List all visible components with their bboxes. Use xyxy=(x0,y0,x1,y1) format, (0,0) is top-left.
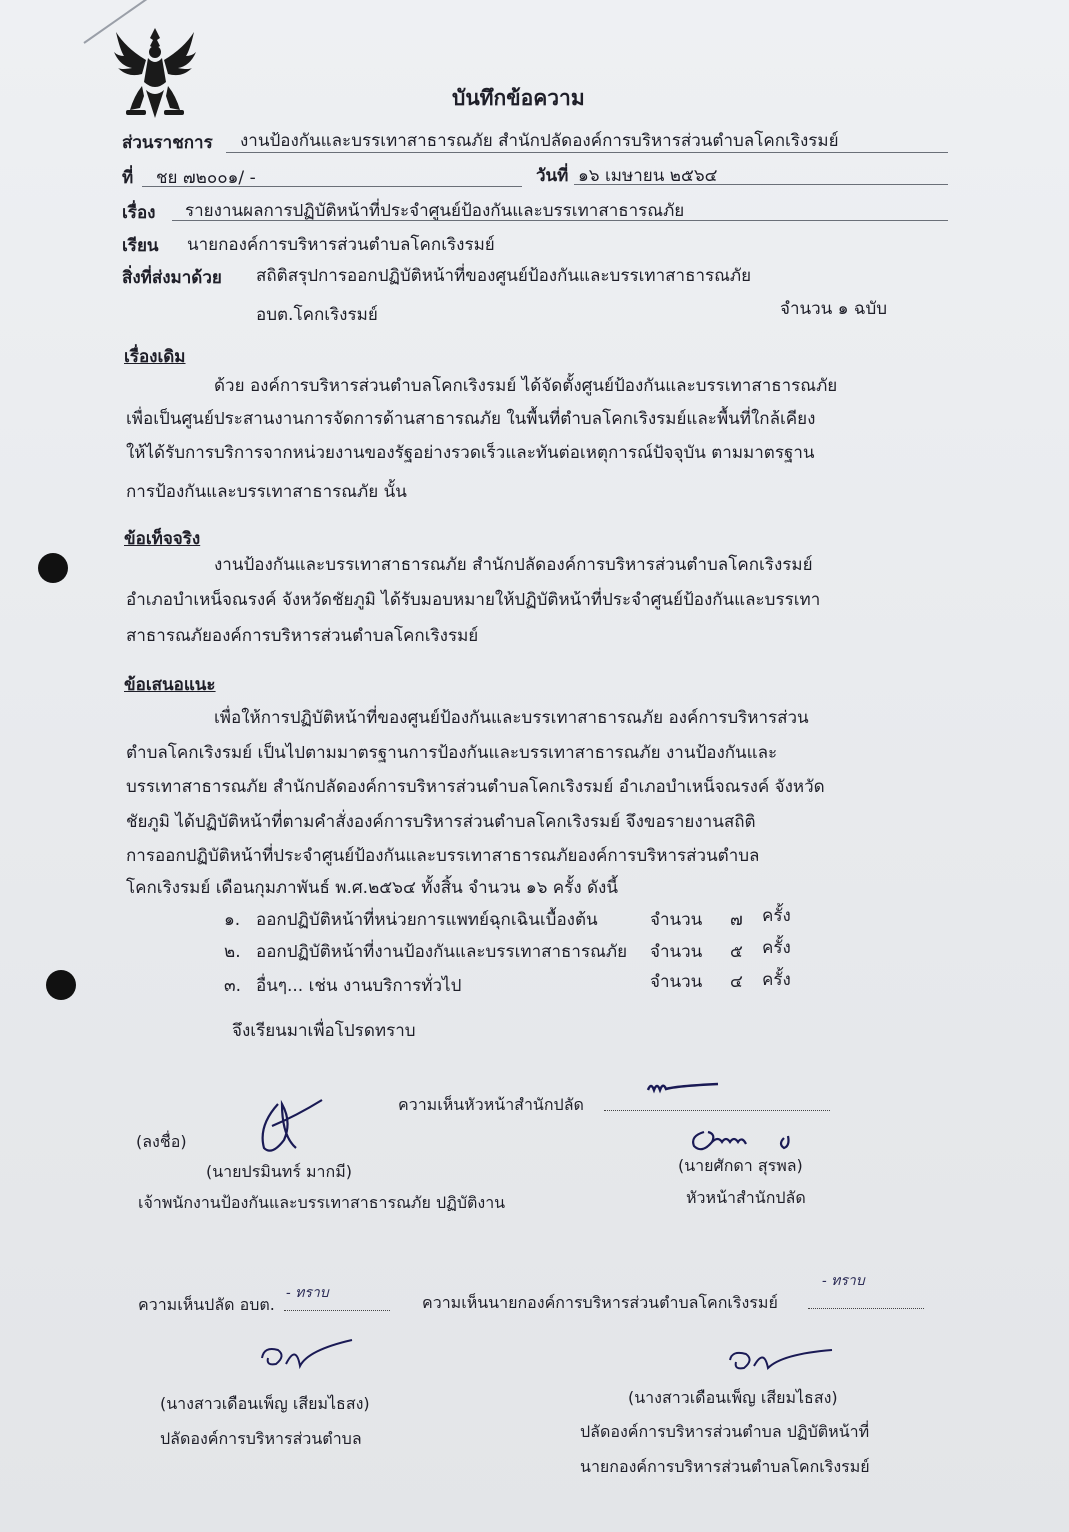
memo-title: บันทึกข้อความ xyxy=(452,86,585,110)
head-signature xyxy=(688,1124,808,1158)
head-opinion-dots xyxy=(604,1110,830,1111)
agency-value: งานป้องกันและบรรเทาสาธารณภัย สำนักปลัดองค์การบริหารส่วนตำบลโคกเริงรมย์ xyxy=(240,131,839,151)
item-number: ๒. xyxy=(224,942,241,962)
punch-hole-bottom xyxy=(46,970,76,1000)
acting-mayor-signature xyxy=(722,1340,838,1374)
ref-label: ที่ xyxy=(122,168,134,188)
date-value: ๑๖ เมษายน ๒๕๖๔ xyxy=(578,166,718,186)
item-text: อื่นๆ... เช่น งานบริการทั่วไป xyxy=(256,976,462,996)
item-unit: ครั้ง xyxy=(762,906,791,926)
enclosure-label: สิ่งที่ส่งมาด้วย xyxy=(122,268,222,288)
head-title: หัวหน้าสำนักปลัด xyxy=(686,1188,806,1207)
background-heading: เรื่องเดิม xyxy=(124,347,186,367)
date-underline xyxy=(574,184,948,185)
item-count: ๕ xyxy=(730,942,743,962)
item-number: ๓. xyxy=(224,976,242,996)
facts-line-2: อำเภอบำเหน็จณรงค์ จังหวัดชัยภูมิ ได้รับมอบหมายให้ปฏิบัติหน้าที่ประจำศูนย์ป้องกันและบรรเทา xyxy=(126,590,821,610)
proposal-line-4: ชัยภูมิ ได้ปฏิบัติหน้าที่ตามคำสั่งองค์การบริหารส่วนตำบลโคกเริงรมย์ จึงขอรายงานสถิติ xyxy=(126,812,756,832)
item-unit: ครั้ง xyxy=(762,938,791,958)
ref-value: ชย ๗๒๐๐๑/ - xyxy=(156,168,256,188)
enclosure-value-2: อบต.โคกเริงรมย์ xyxy=(256,305,378,325)
agency-label: ส่วนราชการ xyxy=(122,133,213,153)
proposal-line-2: ตำบลโคกเริงรมย์ เป็นไปตามมาตรฐานการป้องกันและบรรเทาสาธารณภัย งานป้องกันและ xyxy=(126,743,778,763)
facts-line-1: งานป้องกันและบรรเทาสาธารณภัย สำนักปลัดองค์การบริหารส่วนตำบลโคกเริงรมย์ xyxy=(214,555,813,575)
acting-mayor-title-2: นายกองค์การบริหารส่วนตำบลโคกเริงรมย์ xyxy=(580,1457,870,1476)
proposal-line-3: บรรเทาสาธารณภัย สำนักปลัดองค์การบริหารส่วนตำบลโคกเริงรมย์ อำเภอบำเหน็จณรงค์ จังหวัด xyxy=(126,777,825,797)
item-unit: ครั้ง xyxy=(762,970,791,990)
item-text: ออกปฏิบัติหน้าที่หน่วยการแพทย์ฉุกเฉินเบื้องต้น xyxy=(256,910,598,930)
to-value: นายกองค์การบริหารส่วนตำบลโคกเริงรมย์ xyxy=(187,235,495,255)
officer-signature xyxy=(252,1096,328,1158)
subject-underline xyxy=(172,220,948,221)
acting-mayor-title-1: ปลัดองค์การบริหารส่วนตำบล ปฏิบัติหน้าที่ xyxy=(580,1422,870,1441)
to-label: เรียน xyxy=(122,236,159,256)
subject-label: เรื่อง xyxy=(122,203,156,223)
proposal-heading: ข้อเสนอแนะ xyxy=(124,675,216,695)
sign-label: (ลงชื่อ) xyxy=(136,1132,187,1151)
punch-hole-top xyxy=(38,553,68,583)
deputy-name: (นางสาวเดือนเพ็ญ เสียมไธสง) xyxy=(160,1394,370,1413)
proposal-line-5: การออกปฏิบัติหน้าที่ประจำศูนย์ป้องกันและบรรเทาสาธารณภัยองค์การบริหารส่วนตำบล xyxy=(126,846,760,866)
date-label: วันที่ xyxy=(536,166,569,186)
head-name: (นายศักดา สุรพล) xyxy=(678,1156,803,1175)
deputy-opinion-value: - ทราบ xyxy=(286,1285,329,1301)
background-line-4: การป้องกันและบรรเทาสาธารณภัย นั้น xyxy=(126,482,407,502)
officer-title: เจ้าพนักงานป้องกันและบรรเทาสาธารณภัย ปฏิบัติงาน xyxy=(138,1193,506,1212)
agency-underline xyxy=(226,152,948,153)
deputy-signature xyxy=(256,1336,356,1374)
item-text: ออกปฏิบัติหน้าที่งานป้องกันและบรรเทาสาธารณภัย xyxy=(256,942,628,962)
item-count: ๗ xyxy=(730,910,743,930)
closing-text: จึงเรียนมาเพื่อโปรดทราบ xyxy=(232,1021,416,1041)
proposal-line-1: เพื่อให้การปฏิบัติหน้าที่ของศูนย์ป้องกันและบรรเทาสาธารณภัย องค์การบริหารส่วน xyxy=(214,708,809,728)
background-line-1: ด้วย องค์การบริหารส่วนตำบลโคกเริงรมย์ ได้จัดตั้งศูนย์ป้องกันและบรรเทาสาธารณภัย xyxy=(214,376,838,396)
background-line-2: เพื่อเป็นศูนย์ประสานงานการจัดการด้านสาธารณภัย ในพื้นที่ตำบลโคกเริงรมย์และพื้นที่ใกล้เคียง xyxy=(126,409,816,429)
deputy-opinion-dots xyxy=(284,1310,390,1311)
officer-name: (นายปรมินทร์ มากมี) xyxy=(206,1162,353,1181)
background-line-3: ให้ได้รับการบริการจากหน่วยงานของรัฐอย่างรวดเร็วและทันต่อเหตุการณ์ปัจจุบัน ตามมาตรฐาน xyxy=(126,443,815,463)
head-opinion-label: ความเห็นหัวหน้าสำนักปลัด xyxy=(398,1095,584,1114)
facts-heading: ข้อเท็จจริง xyxy=(124,529,201,549)
mayor-opinion-dots xyxy=(808,1308,924,1309)
deputy-title: ปลัดองค์การบริหารส่วนตำบล xyxy=(160,1429,362,1448)
enclosure-count: จำนวน ๑ ฉบับ xyxy=(780,299,888,319)
subject-value: รายงานผลการปฏิบัติหน้าที่ประจำศูนย์ป้องกันและบรรเทาสาธารณภัย xyxy=(185,201,685,221)
item-count-label: จำนวน xyxy=(650,910,703,930)
item-number: ๑. xyxy=(224,910,241,930)
item-count-label: จำนวน xyxy=(650,972,703,992)
acting-mayor-name: (นางสาวเดือนเพ็ญ เสียมไธสง) xyxy=(628,1388,838,1407)
deputy-opinion-label: ความเห็นปลัด อบต. xyxy=(138,1295,275,1314)
enclosure-value: สถิติสรุปการออกปฏิบัติหน้าที่ของศูนย์ป้องกันและบรรเทาสาธารณภัย xyxy=(256,266,752,286)
item-count-label: จำนวน xyxy=(650,942,703,962)
garuda-emblem-icon xyxy=(112,26,198,122)
facts-line-3: สาธารณภัยองค์การบริหารส่วนตำบลโคกเริงรมย์ xyxy=(126,626,479,646)
item-count: ๔ xyxy=(730,972,743,992)
mayor-opinion-label: ความเห็นนายกองค์การบริหารส่วนตำบลโคกเริงรมย์ xyxy=(422,1293,778,1312)
head-opinion-scribble xyxy=(646,1076,722,1098)
mayor-opinion-value: - ทราบ xyxy=(822,1273,865,1289)
proposal-line-6: โคกเริงรมย์ เดือนกุมภาพันธ์ พ.ศ.๒๕๖๔ ทั้งสิ้น จำนวน ๑๖ ครั้ง ดังนี้ xyxy=(126,878,618,898)
ref-underline xyxy=(142,186,522,187)
